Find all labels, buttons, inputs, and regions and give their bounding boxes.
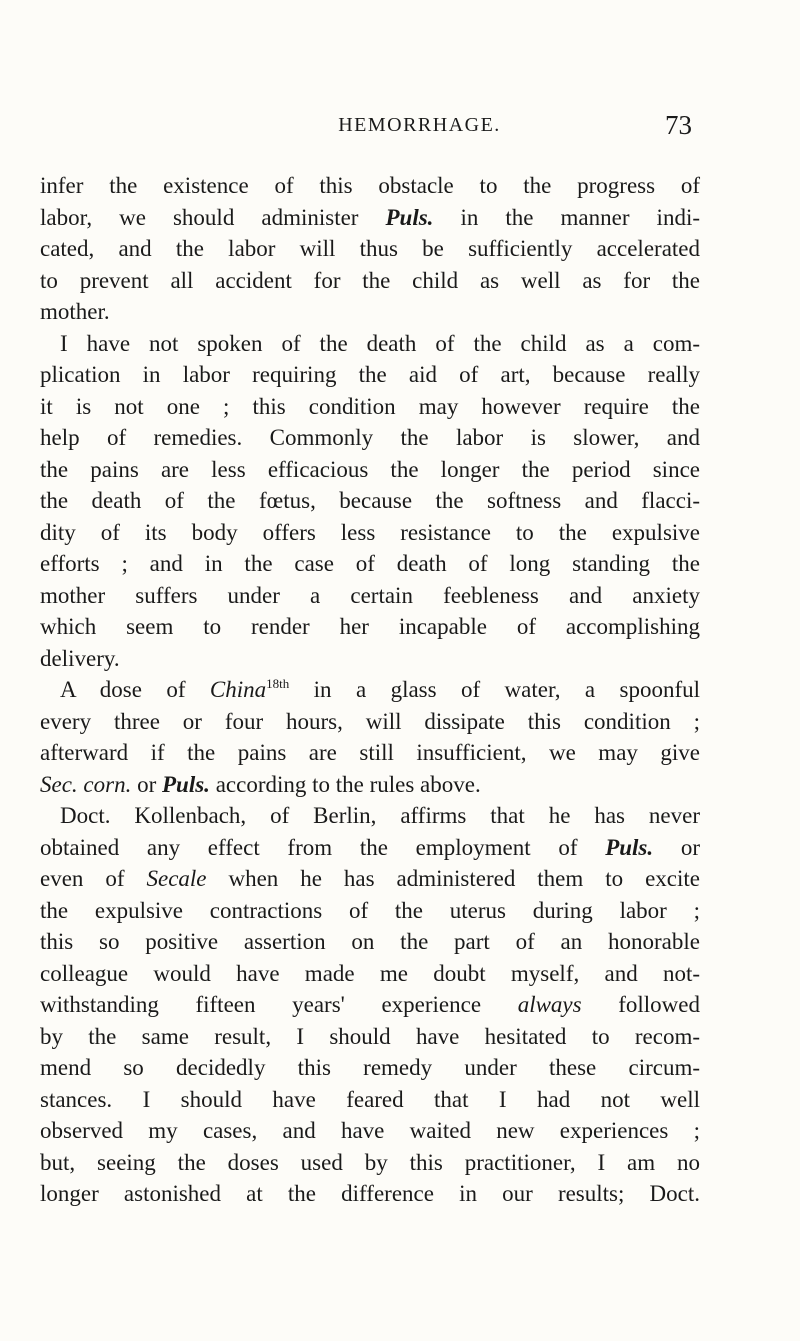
text-line: stances. I should have feared that I had not well [40,1086,700,1112]
text-line: this so positive assertion on the part of an honorable [40,929,700,954]
remedy-name: Puls. [385,204,434,230]
text-line: every three or four hours, will dissipate this condition ; [40,708,700,734]
text-line: but, seeing the doses used by this practitioner, I am no [40,1149,700,1175]
text-line: the expulsive contractions of the uterus during labor ; [40,897,700,923]
text-line: plication in labor requiring the aid of art, because really [40,362,700,387]
text-line: infer the existence of this obstacle to the progress of [40,173,700,198]
text-line: mother. [40,299,110,324]
emphasis: always [517,992,582,1017]
text-line: colleague would have made me doubt myself, and not- [40,960,700,986]
running-head-title: HEMORRHAGE. [338,114,501,136]
remedy-name: Puls. [605,834,654,860]
running-head [147,110,692,150]
text-line: longer astonished at the difference in our results; Doct. [40,1181,700,1206]
text-line: observed my cases, and have waited new experiences ; [40,1118,700,1143]
text-line: the pains are less efficacious the longer the period since [40,456,700,482]
text-line: the death of the fœtus, because the softness and flacci- [40,488,700,513]
remedy-name: Sec. corn. [40,771,132,797]
text-line: to prevent all accident for the child as well as for the [40,267,700,293]
text-line: afterward if the pains are still insufficient, we may give [40,740,700,765]
text-line: Doct. Kollenbach, of Berlin, affirms that he has never [60,803,700,828]
text-line: efforts ; and in the case of death of long standing the [40,551,700,576]
text-line: delivery. [40,645,120,671]
body-text [40,170,700,1210]
text-line: withstanding fifteen years' experience always followed [40,992,700,1017]
text-line: which seem to render her incapable of accomplishing [40,614,700,639]
text-line: cated, and the labor will thus be sufficiently accelerated [40,236,700,261]
text-line: A dose of China$^{18th}$ in a glass of water, a spoonful [60,676,700,702]
text-line: even of Secale when he has administered them to excite [40,866,700,891]
text-line: dity of its body offers less resistance to the expulsive [40,519,700,545]
text-line: by the same result, I should have hesitated to recom- [40,1023,700,1049]
text-line: Sec. corn. or Puls. according to the rules above. [40,771,481,797]
remedy-name: Secale [146,866,207,891]
potency-superscript: 18th [266,676,290,691]
remedy-name: China [209,677,267,702]
text-line: obtained any effect from the employment of Puls. or [40,834,700,860]
text-line: I have not spoken of the death of the child as a com- [60,330,700,356]
text-line: mend so decidedly this remedy under these circum- [40,1055,700,1080]
remedy-name: Puls. [162,771,210,797]
text-line: it is not one ; this condition may however require the [40,393,700,419]
text-line: help of remedies. Commonly the labor is slower, and [40,425,700,450]
text-line: labor, we should administer Puls. in the manner indi- [40,204,700,230]
page-number: 73 [665,110,692,140]
text-line: mother suffers under a certain feebleness and anxiety [40,582,700,608]
